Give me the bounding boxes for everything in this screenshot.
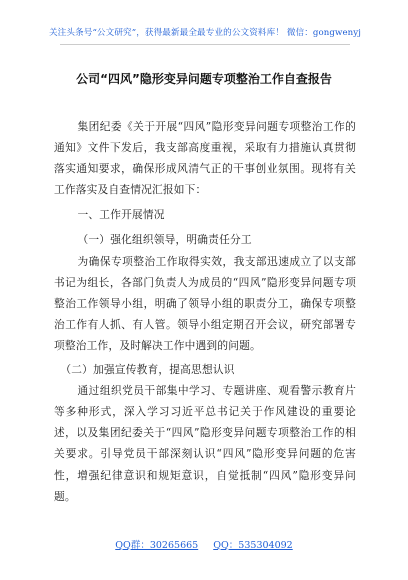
document-title: 公司“四风”隐形变异问题专项整治工作自查报告 xyxy=(76,72,332,86)
intro-paragraph: 集团纪委《关于开展“四风”隐形变异问题专项整治工作的通知》文件下发后，我支部高度重视，采取有力措施认真贯彻落实通知要求，确保形成风清气正的干事创业氛围。现将有关工作落实及自查情况汇报如下： xyxy=(54,120,356,197)
subsection-2-paragraph: 通过组织党员干部集中学习、专题讲座、观看警示教育片等多种形式，深入学习习近平总书记关于作风建设的重要论述，以及集团纪委关于“四风”隐形变异问题专项整治工作的相关要求。引导党员干部深刻认识“四风”隐形变异问题的危害性，增强纪律意识和规矩意识，自觉抵制“四风”隐形变异问题。 xyxy=(54,384,356,503)
subsection-1-paragraph: 为确保专项整治工作取得实效，我支部迅速成立了以支部书记为组长，各部门负责人为成员的“四风”隐形变异问题专项整治工作领导小组，明确了领导小组的职责分工，确保专项整治工作有人抓、有人管。领导小组定期召开会议，研究部署专项整治工作，及时解决工作中遇到的问题。 xyxy=(54,254,356,352)
footer-contact xyxy=(0,537,408,551)
document-body xyxy=(54,116,356,507)
footer-qq-group[interactable]: QQ群：30265665 xyxy=(115,540,199,551)
header-divider xyxy=(60,44,350,45)
footer-qq-number[interactable]: QQ：535304092 xyxy=(213,540,293,551)
header-banner: 关注头条号“公文研究”，获得最新最全最专业的公文资料库！ 微信：gongwenyj xyxy=(48,28,362,38)
subsection-heading-1: （一）强化组织领导，明确责任分工 xyxy=(77,233,252,247)
section-heading-1: 一、工作开展情况 xyxy=(77,208,165,222)
subsection-heading-2: （二）加强宣传教育，提高思想认识 xyxy=(60,363,235,377)
